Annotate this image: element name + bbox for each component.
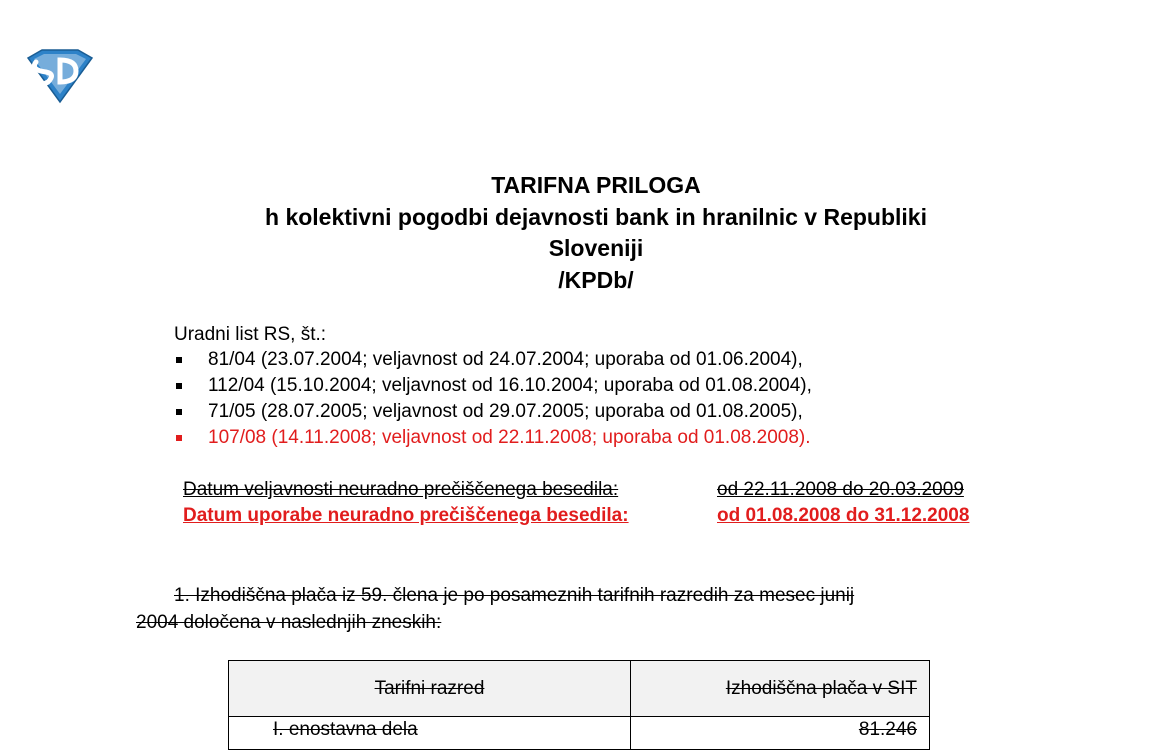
list-item: 112/04 (15.10.2004; veljavnost od 16.10.2004; uporaba od 01.08.2004),	[174, 373, 812, 399]
paragraph-1	[136, 582, 1020, 636]
title-line-3: Sloveniji	[548, 235, 644, 261]
bullet-icon	[174, 347, 208, 373]
bullet-icon	[174, 373, 208, 399]
bullet-icon	[174, 399, 208, 425]
gazette-list	[174, 347, 812, 451]
uradni-list-heading: Uradni list RS, št.:	[174, 324, 327, 345]
document-title	[180, 170, 1012, 296]
validity-dates	[183, 477, 969, 529]
title-line-1: TARIFNA PRILOGA	[491, 172, 701, 198]
list-item: 81/04 (23.07.2004; veljavnost od 24.07.2004; uporaba od 01.06.2004),	[174, 347, 812, 373]
title-line-2: h kolektivni pogodbi dejavnosti bank in hranilnic v Republiki	[265, 203, 927, 230]
validity-row	[183, 477, 969, 503]
column-header-salary: Izhodiščna plača v SIT	[631, 661, 930, 717]
company-logo	[22, 48, 96, 104]
paragraph-line-1: 1. Izhodiščna plača iz 59. člena je po posameznih tarifnih razredih za mesec junij	[174, 585, 855, 606]
use-label: Datum uporabe neuradno prečiščenega besedila:	[183, 505, 629, 526]
validity-value: od 22.11.2008 do 20.03.2009	[717, 479, 964, 500]
title-line-4: /KPDb/	[558, 266, 634, 293]
table-row	[229, 717, 930, 750]
list-item-new: 107/08 (14.11.2008; veljavnost od 22.11.2008; uporaba od 01.08.2008).	[174, 425, 812, 451]
use-value: od 01.08.2008 do 31.12.2008	[717, 505, 970, 526]
salary-table	[228, 660, 930, 750]
validity-label: Datum veljavnosti neuradno prečiščenega besedila:	[183, 479, 619, 500]
table-header-row	[229, 661, 930, 717]
list-item: 71/05 (28.07.2005; veljavnost od 29.07.2005; uporaba od 01.08.2005),	[174, 399, 812, 425]
table-cell-label: I. enostavna dela	[229, 717, 631, 750]
paragraph-line-2: 2004 določena v naslednjih zneskih:	[136, 612, 442, 633]
bullet-icon	[174, 425, 208, 451]
table-cell-value: 81.246	[631, 717, 930, 750]
use-row	[183, 503, 969, 529]
column-header-class: Tarifni razred	[229, 661, 631, 717]
